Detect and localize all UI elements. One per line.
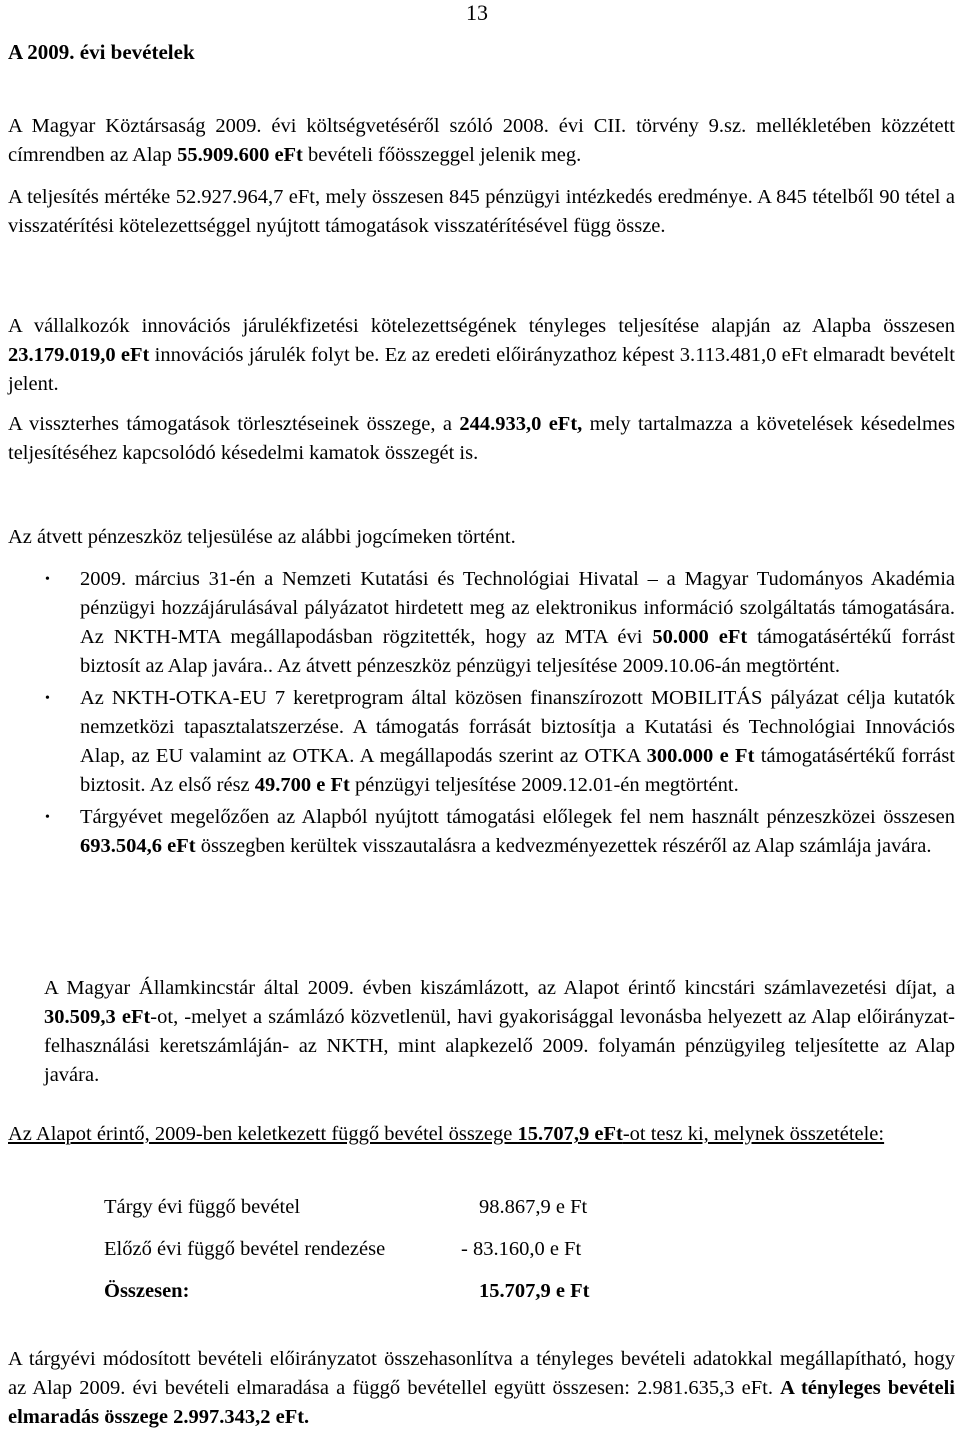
table-row (104, 1228, 679, 1270)
paragraph-treasury-fee (44, 974, 955, 1090)
amount-pending: 15.707,9 eFt (517, 1123, 623, 1145)
row-value: - 83.160,0 e Ft (461, 1237, 582, 1260)
paragraph-pending-income (8, 1120, 955, 1149)
table-row (104, 1186, 679, 1228)
amount-fee: 30.509,3 eFt (44, 1006, 151, 1028)
text: támogatásértékű forrást biztosít az Alap javára.. Az átvett pénzeszköz pénzügyi teljesítése 2009.10.06-án megtörtént. (80, 626, 955, 677)
paragraph-conclusion (8, 1345, 955, 1432)
list-item (8, 684, 955, 800)
amount: 300.000 e Ft (646, 745, 755, 767)
amount-main-total: 55.909.600 eFt (177, 144, 303, 166)
text: A tárgyévi módosított bevételi előirányzatot összehasonlítva a tényleges bevételi adatokkal megállapítható, hogy az Alap 2009. évi bevételi elmaradása a függő bevétellel együtt összesen: 2.981.635,3 eFt. (8, 1348, 955, 1399)
paragraph-budget-law (8, 112, 955, 170)
text: támogatásértékű forrást biztosit. Az első rész (80, 745, 955, 796)
paragraph-innovation-contribution (8, 312, 955, 399)
row-label: Tárgy évi függő bevétel (104, 1195, 301, 1218)
row-label: Összesen: (104, 1279, 190, 1302)
amount-contribution: 23.179.019,0 eFt (8, 344, 150, 366)
amount: 50.000 eFt (652, 626, 748, 648)
paragraph-repayments (8, 410, 955, 468)
text: Az NKTH-OTKA-EU 7 keretprogram által közösen finanszírozott MOBILITÁS pályázat célja kutatók nemzetközi tapasztalatszerzése. A támogatás forrását biztosítja a Kutatási és Technológiai Innovációs Alap, az EU valamint az OTKA. A megállapodás szerint az OTKA (80, 687, 955, 767)
list-item (8, 803, 955, 861)
text: A visszterhes támogatások törlesztéseinek összege, a (8, 413, 460, 435)
amount-repayments: 244.933,0 eFt, (459, 413, 583, 435)
amount: 49.700 e Ft (254, 774, 350, 796)
section-heading: A 2009. évi bevételek (8, 40, 195, 64)
text: Tárgyévet megelőzően az Alapból nyújtott támogatási előlegek fel nem használt pénzeszközei összesen (80, 806, 955, 828)
table-row (104, 1270, 679, 1312)
list-item (8, 565, 955, 681)
bullet-icon: • (45, 691, 50, 706)
text: mely tartalmazza a követelések késedelmes teljesítéséhez kapcsolódó késedelmi kamatok összegét is. (8, 413, 955, 464)
text: -ot tesz ki, melynek összetétele: (622, 1123, 885, 1145)
text: pénzügyi teljesítése 2009.12.01-én megtörtént. (349, 774, 739, 796)
text: A Magyar Köztársaság 2009. évi költségvetéséről szóló 2008. évi CII. törvény 9.sz. mellékletében közzétett címrendben az Alap (8, 115, 955, 166)
text: bevételi főösszeggel jelenik meg. (302, 144, 582, 166)
transfer-list (8, 565, 955, 861)
row-label: Előző évi függő bevétel rendezése (104, 1237, 386, 1260)
row-value: 15.707,9 e Ft (479, 1279, 590, 1302)
text: -ot, -melyet a számlázó közvetlenül, havi gyakorisággal levonásba helyezett az Alap előirányzat-felhasználási keretszámláján- az NKTH, mint alapkezelő 2009. folyamán pénzügyileg teljesítette az Alap javára. (44, 1006, 955, 1086)
paragraph-fulfilment: A teljesítés mértéke 52.927.964,7 eFt, mely összesen 845 pénzügyi intézkedés eredménye. A 845 tételből 90 tétel a visszatérítési kötelezettséggel nyújtott támogatások visszatérítésével függ össze. (8, 186, 955, 237)
row-value: 98.867,9 e Ft (479, 1195, 588, 1218)
text: összegben kerültek visszautalásra a kedvezményezettek részéről az Alap számlája javára. (195, 835, 932, 857)
text: A Magyar Államkincstár által 2009. évben kiszámlázott, az Alapot érintő kincstári számlavezetési díjat, a (44, 977, 955, 999)
paragraph-transfer-intro: Az átvett pénzeszköz teljesülése az alábbi jogcímeken történt. (8, 526, 516, 548)
pending-income-table (104, 1186, 679, 1312)
bullet-icon: • (45, 572, 50, 587)
text: Az Alapot érintő, 2009-ben keletkezett függő bevétel összege (8, 1123, 518, 1145)
amount-shortfall: A tényleges bevételi elmaradás összege 2.997.343,2 eFt. (8, 1377, 955, 1428)
text: A vállalkozók innovációs járulékfizetési kötelezettségének tényleges teljesítése alapján az Alapba összesen (8, 315, 955, 337)
page-number: 13 (466, 0, 488, 25)
text: innovációs járulék folyt be. Ez az eredeti előirányzathoz képest 3.113.481,0 eFt elmaradt bevételt jelent. (8, 344, 955, 395)
amount: 693.504,6 eFt (80, 835, 196, 857)
bullet-icon: • (45, 810, 50, 825)
text: 2009. március 31-én a Nemzeti Kutatási és Technológiai Hivatal – a Magyar Tudományos Akadémia pénzügyi hozzájárulásával pályázatot hirdetett meg az elektronikus információ szolgáltatás támogatására. Az NKTH-MTA megállapodásban rögzitették, hogy az MTA évi (80, 568, 955, 648)
